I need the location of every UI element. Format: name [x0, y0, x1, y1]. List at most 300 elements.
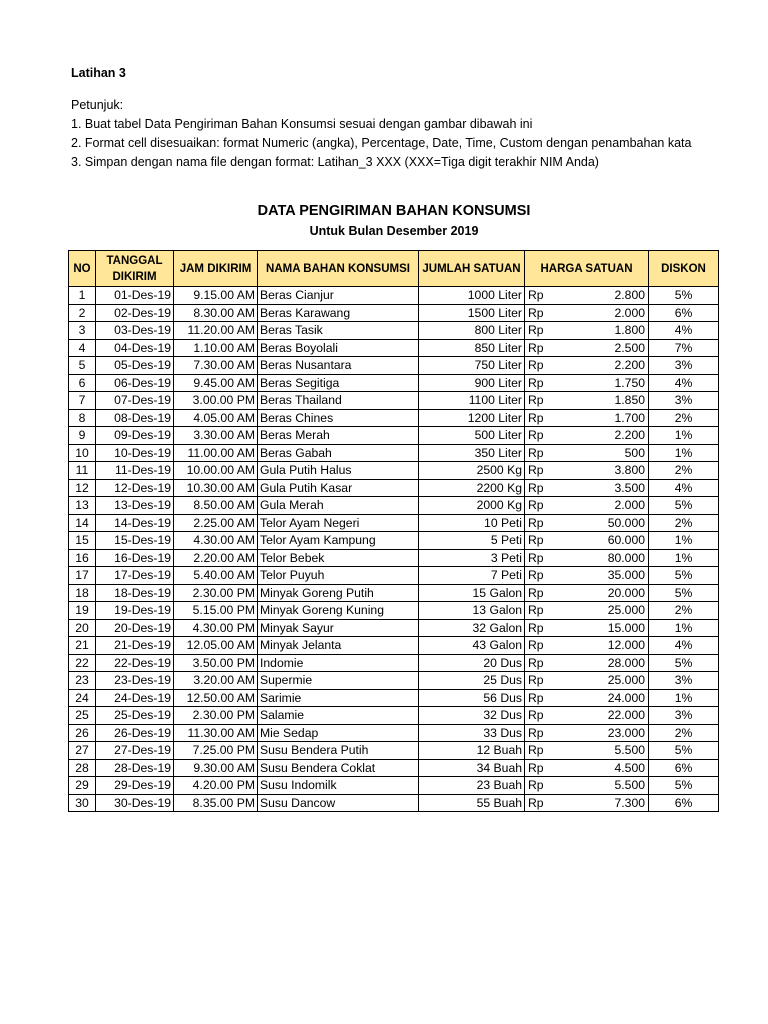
cell-jam: 11.20.00 AM [174, 322, 258, 340]
cell-diskon: 5% [649, 742, 719, 760]
currency-label: Rp [528, 725, 544, 740]
cell-harga [525, 392, 649, 410]
cell-nama: Minyak Goreng Kuning [258, 602, 419, 620]
currency-label: Rp [528, 585, 544, 600]
cell-jumlah: 500 Liter [419, 427, 525, 445]
cell-diskon: 5% [649, 567, 719, 585]
table-row [69, 479, 719, 497]
cell-no: 2 [69, 304, 96, 322]
cell-harga [525, 759, 649, 777]
cell-harga [525, 742, 649, 760]
cell-jam: 4.30.00 PM [174, 619, 258, 637]
cell-jumlah: 32 Galon [419, 619, 525, 637]
currency-label: Rp [528, 795, 544, 810]
cell-jam: 1.10.00 AM [174, 339, 258, 357]
cell-diskon: 2% [649, 462, 719, 480]
cell-tanggal: 10-Des-19 [96, 444, 174, 462]
cell-jumlah: 15 Galon [419, 584, 525, 602]
cell-nama: Telor Puyuh [258, 567, 419, 585]
price-value: 5.500 [614, 778, 645, 793]
table-row [69, 549, 719, 567]
table-row [69, 637, 719, 655]
cell-no: 18 [69, 584, 96, 602]
currency-label: Rp [528, 358, 544, 373]
cell-jam: 4.05.00 AM [174, 409, 258, 427]
cell-diskon: 1% [649, 444, 719, 462]
cell-diskon: 5% [649, 584, 719, 602]
cell-jam: 10.00.00 AM [174, 462, 258, 480]
header-jumlah: JUMLAH SATUAN [419, 251, 525, 287]
cell-jam: 12.50.00 AM [174, 689, 258, 707]
cell-harga [525, 672, 649, 690]
currency-label: Rp [528, 638, 544, 653]
header-jam: JAM DIKIRIM [174, 251, 258, 287]
cell-jumlah: 750 Liter [419, 357, 525, 375]
cell-no: 17 [69, 567, 96, 585]
cell-harga [525, 374, 649, 392]
price-value: 2.800 [614, 288, 645, 303]
header-diskon: DISKON [649, 251, 719, 287]
cell-jam: 11.30.00 AM [174, 724, 258, 742]
cell-diskon: 2% [649, 514, 719, 532]
table-row [69, 462, 719, 480]
cell-jam: 4.30.00 AM [174, 532, 258, 550]
currency-label: Rp [528, 603, 544, 618]
cell-tanggal: 13-Des-19 [96, 497, 174, 515]
cell-tanggal: 17-Des-19 [96, 567, 174, 585]
table-row [69, 724, 719, 742]
table-row [69, 357, 719, 375]
cell-nama: Beras Segitiga [258, 374, 419, 392]
price-value: 35.000 [607, 568, 645, 583]
cell-no: 5 [69, 357, 96, 375]
cell-no: 24 [69, 689, 96, 707]
price-value: 500 [624, 445, 645, 460]
cell-diskon: 3% [649, 392, 719, 410]
header-harga: HARGA SATUAN [525, 251, 649, 287]
cell-no: 7 [69, 392, 96, 410]
price-value: 24.000 [607, 690, 645, 705]
price-value: 20.000 [607, 585, 645, 600]
cell-jumlah: 13 Galon [419, 602, 525, 620]
currency-label: Rp [528, 690, 544, 705]
price-value: 22.000 [607, 708, 645, 723]
cell-no: 29 [69, 777, 96, 795]
table-row [69, 374, 719, 392]
table-row [69, 532, 719, 550]
cell-tanggal: 01-Des-19 [96, 287, 174, 305]
cell-harga [525, 322, 649, 340]
table-row [69, 339, 719, 357]
price-value: 3.800 [614, 463, 645, 478]
currency-label: Rp [528, 340, 544, 355]
cell-nama: Indomie [258, 654, 419, 672]
cell-harga [525, 689, 649, 707]
cell-jam: 2.20.00 AM [174, 549, 258, 567]
cell-jumlah: 1500 Liter [419, 304, 525, 322]
header-nama: NAMA BAHAN KONSUMSI [258, 251, 419, 287]
cell-diskon: 2% [649, 724, 719, 742]
currency-label: Rp [528, 288, 544, 303]
cell-no: 21 [69, 637, 96, 655]
table-row [69, 602, 719, 620]
cell-diskon: 3% [649, 707, 719, 725]
cell-jam: 5.40.00 AM [174, 567, 258, 585]
cell-nama: Susu Bendera Coklat [258, 759, 419, 777]
cell-jumlah: 25 Dus [419, 672, 525, 690]
cell-diskon: 1% [649, 532, 719, 550]
currency-label: Rp [528, 463, 544, 478]
cell-harga [525, 409, 649, 427]
table-row [69, 742, 719, 760]
cell-harga [525, 619, 649, 637]
table-row [69, 497, 719, 515]
cell-harga [525, 497, 649, 515]
cell-jam: 4.20.00 PM [174, 777, 258, 795]
currency-label: Rp [528, 760, 544, 775]
cell-no: 3 [69, 322, 96, 340]
cell-tanggal: 08-Des-19 [96, 409, 174, 427]
cell-jumlah: 34 Buah [419, 759, 525, 777]
cell-jam: 2.30.00 PM [174, 707, 258, 725]
cell-nama: Telor Ayam Negeri [258, 514, 419, 532]
currency-label: Rp [528, 515, 544, 530]
cell-diskon: 2% [649, 409, 719, 427]
cell-tanggal: 09-Des-19 [96, 427, 174, 445]
currency-label: Rp [528, 743, 544, 758]
currency-label: Rp [528, 393, 544, 408]
price-value: 1.750 [614, 375, 645, 390]
price-value: 1.800 [614, 323, 645, 338]
price-value: 60.000 [607, 533, 645, 548]
table-row [69, 759, 719, 777]
price-value: 15.000 [607, 620, 645, 635]
cell-diskon: 5% [649, 654, 719, 672]
cell-tanggal: 18-Des-19 [96, 584, 174, 602]
cell-nama: Telor Bebek [258, 549, 419, 567]
cell-nama: Sarimie [258, 689, 419, 707]
cell-nama: Susu Indomilk [258, 777, 419, 795]
cell-tanggal: 24-Des-19 [96, 689, 174, 707]
cell-no: 19 [69, 602, 96, 620]
cell-tanggal: 15-Des-19 [96, 532, 174, 550]
price-value: 1.700 [614, 410, 645, 425]
currency-label: Rp [528, 305, 544, 320]
cell-jam: 7.25.00 PM [174, 742, 258, 760]
cell-nama: Beras Merah [258, 427, 419, 445]
cell-no: 20 [69, 619, 96, 637]
cell-jumlah: 1200 Liter [419, 409, 525, 427]
cell-jumlah: 20 Dus [419, 654, 525, 672]
table-row [69, 584, 719, 602]
cell-no: 8 [69, 409, 96, 427]
cell-diskon: 4% [649, 374, 719, 392]
cell-diskon: 3% [649, 672, 719, 690]
cell-jumlah: 350 Liter [419, 444, 525, 462]
cell-nama: Minyak Goreng Putih [258, 584, 419, 602]
cell-tanggal: 30-Des-19 [96, 794, 174, 812]
cell-tanggal: 03-Des-19 [96, 322, 174, 340]
price-value: 2.500 [614, 340, 645, 355]
cell-tanggal: 26-Des-19 [96, 724, 174, 742]
cell-diskon: 3% [649, 357, 719, 375]
table-row [69, 409, 719, 427]
cell-no: 10 [69, 444, 96, 462]
currency-label: Rp [528, 533, 544, 548]
cell-no: 16 [69, 549, 96, 567]
cell-nama: Gula Putih Kasar [258, 479, 419, 497]
cell-tanggal: 20-Des-19 [96, 619, 174, 637]
price-value: 2.000 [614, 498, 645, 513]
cell-nama: Supermie [258, 672, 419, 690]
price-value: 3.500 [614, 480, 645, 495]
price-value: 1.850 [614, 393, 645, 408]
cell-harga [525, 462, 649, 480]
cell-jumlah: 1000 Liter [419, 287, 525, 305]
cell-jumlah: 56 Dus [419, 689, 525, 707]
cell-jam: 3.00.00 PM [174, 392, 258, 410]
cell-jumlah: 2200 Kg [419, 479, 525, 497]
cell-nama: Susu Dancow [258, 794, 419, 812]
table-row [69, 322, 719, 340]
currency-label: Rp [528, 375, 544, 390]
currency-label: Rp [528, 498, 544, 513]
cell-diskon: 4% [649, 322, 719, 340]
price-value: 25.000 [607, 603, 645, 618]
cell-jumlah: 10 Peti [419, 514, 525, 532]
cell-jam: 5.15.00 PM [174, 602, 258, 620]
cell-tanggal: 28-Des-19 [96, 759, 174, 777]
table-subtitle: Untuk Bulan Desember 2019 [309, 224, 479, 238]
cell-nama: Salamie [258, 707, 419, 725]
cell-diskon: 4% [649, 637, 719, 655]
cell-harga [525, 549, 649, 567]
currency-label: Rp [528, 550, 544, 565]
table-row [69, 444, 719, 462]
cell-jumlah: 2500 Kg [419, 462, 525, 480]
cell-diskon: 6% [649, 759, 719, 777]
currency-label: Rp [528, 323, 544, 338]
price-value: 25.000 [607, 673, 645, 688]
price-value: 4.500 [614, 760, 645, 775]
table-header-row [69, 251, 719, 287]
cell-diskon: 1% [649, 689, 719, 707]
table-row [69, 567, 719, 585]
price-value: 2.200 [614, 358, 645, 373]
cell-harga [525, 654, 649, 672]
instructions-block [71, 96, 751, 172]
cell-no: 9 [69, 427, 96, 445]
cell-diskon: 4% [649, 479, 719, 497]
cell-diskon: 5% [649, 777, 719, 795]
cell-jumlah: 850 Liter [419, 339, 525, 357]
cell-jam: 3.30.00 AM [174, 427, 258, 445]
cell-jumlah: 2000 Kg [419, 497, 525, 515]
cell-no: 6 [69, 374, 96, 392]
instruction-line: 2. Format cell disesuaikan: format Numeric (angka), Percentage, Date, Time, Custom dengan penambahan kata [71, 136, 692, 150]
cell-diskon: 5% [649, 497, 719, 515]
cell-harga [525, 707, 649, 725]
table-row [69, 392, 719, 410]
cell-tanggal: 12-Des-19 [96, 479, 174, 497]
cell-jumlah: 33 Dus [419, 724, 525, 742]
cell-tanggal: 21-Des-19 [96, 637, 174, 655]
cell-jam: 3.20.00 AM [174, 672, 258, 690]
cell-nama: Minyak Sayur [258, 619, 419, 637]
currency-label: Rp [528, 708, 544, 723]
cell-nama: Gula Putih Halus [258, 462, 419, 480]
cell-no: 4 [69, 339, 96, 357]
cell-jam: 2.25.00 AM [174, 514, 258, 532]
exercise-heading: Latihan 3 [71, 66, 126, 80]
cell-jumlah: 23 Buah [419, 777, 525, 795]
cell-tanggal: 04-Des-19 [96, 339, 174, 357]
cell-tanggal: 14-Des-19 [96, 514, 174, 532]
cell-jumlah: 43 Galon [419, 637, 525, 655]
cell-harga [525, 427, 649, 445]
price-value: 28.000 [607, 655, 645, 670]
cell-harga [525, 637, 649, 655]
cell-harga [525, 777, 649, 795]
cell-no: 28 [69, 759, 96, 777]
cell-harga [525, 479, 649, 497]
table-body [69, 287, 719, 812]
table-row [69, 672, 719, 690]
cell-harga [525, 444, 649, 462]
cell-jam: 8.50.00 AM [174, 497, 258, 515]
cell-nama: Beras Chines [258, 409, 419, 427]
cell-harga [525, 724, 649, 742]
cell-nama: Beras Gabah [258, 444, 419, 462]
cell-harga [525, 794, 649, 812]
cell-harga [525, 339, 649, 357]
cell-jam: 9.30.00 AM [174, 759, 258, 777]
currency-label: Rp [528, 778, 544, 793]
instructions-label: Petunjuk: [71, 98, 124, 112]
currency-label: Rp [528, 410, 544, 425]
cell-tanggal: 25-Des-19 [96, 707, 174, 725]
cell-tanggal: 27-Des-19 [96, 742, 174, 760]
cell-jam: 2.30.00 PM [174, 584, 258, 602]
cell-jam: 7.30.00 AM [174, 357, 258, 375]
cell-tanggal: 11-Des-19 [96, 462, 174, 480]
price-value: 50.000 [607, 515, 645, 530]
price-value: 80.000 [607, 550, 645, 565]
cell-harga [525, 602, 649, 620]
cell-jam: 3.50.00 PM [174, 654, 258, 672]
table-row [69, 619, 719, 637]
cell-tanggal: 06-Des-19 [96, 374, 174, 392]
currency-label: Rp [528, 428, 544, 443]
table-row [69, 427, 719, 445]
table-row [69, 287, 719, 305]
cell-diskon: 6% [649, 304, 719, 322]
cell-jam: 11.00.00 AM [174, 444, 258, 462]
cell-jumlah: 5 Peti [419, 532, 525, 550]
cell-tanggal: 02-Des-19 [96, 304, 174, 322]
cell-jumlah: 3 Peti [419, 549, 525, 567]
currency-label: Rp [528, 445, 544, 460]
cell-no: 22 [69, 654, 96, 672]
currency-label: Rp [528, 673, 544, 688]
cell-jam: 10.30.00 AM [174, 479, 258, 497]
cell-jam: 9.15.00 AM [174, 287, 258, 305]
price-value: 2.200 [614, 428, 645, 443]
cell-diskon: 2% [649, 602, 719, 620]
price-value: 2.000 [614, 305, 645, 320]
cell-diskon: 5% [649, 287, 719, 305]
price-value: 5.500 [614, 743, 645, 758]
cell-nama: Minyak Jelanta [258, 637, 419, 655]
cell-nama: Telor Ayam Kampung [258, 532, 419, 550]
table-row [69, 304, 719, 322]
cell-jumlah: 55 Buah [419, 794, 525, 812]
price-value: 23.000 [607, 725, 645, 740]
instruction-line: 3. Simpan dengan nama file dengan format: Latihan_3 XXX (XXX=Tiga digit terakhir NIM Anda) [71, 155, 599, 169]
cell-diskon: 1% [649, 549, 719, 567]
cell-no: 26 [69, 724, 96, 742]
cell-no: 12 [69, 479, 96, 497]
cell-no: 25 [69, 707, 96, 725]
cell-diskon: 1% [649, 427, 719, 445]
cell-no: 13 [69, 497, 96, 515]
cell-jam: 8.30.00 AM [174, 304, 258, 322]
cell-jam: 8.35.00 PM [174, 794, 258, 812]
cell-harga [525, 287, 649, 305]
cell-jam: 9.45.00 AM [174, 374, 258, 392]
header-no: NO [69, 251, 96, 287]
cell-tanggal: 05-Des-19 [96, 357, 174, 375]
currency-label: Rp [528, 655, 544, 670]
cell-no: 30 [69, 794, 96, 812]
cell-tanggal: 07-Des-19 [96, 392, 174, 410]
table-row [69, 707, 719, 725]
table-row [69, 654, 719, 672]
header-tanggal: TANGGAL DIKIRIM [96, 251, 174, 287]
cell-harga [525, 304, 649, 322]
cell-tanggal: 22-Des-19 [96, 654, 174, 672]
cell-jam: 12.05.00 AM [174, 637, 258, 655]
shipment-table [68, 250, 719, 812]
table-row [69, 514, 719, 532]
cell-diskon: 1% [649, 619, 719, 637]
cell-jumlah: 800 Liter [419, 322, 525, 340]
cell-jumlah: 7 Peti [419, 567, 525, 585]
cell-nama: Beras Nusantara [258, 357, 419, 375]
cell-harga [525, 357, 649, 375]
cell-no: 1 [69, 287, 96, 305]
cell-tanggal: 19-Des-19 [96, 602, 174, 620]
cell-jumlah: 12 Buah [419, 742, 525, 760]
cell-no: 15 [69, 532, 96, 550]
cell-diskon: 7% [649, 339, 719, 357]
cell-nama: Beras Cianjur [258, 287, 419, 305]
cell-tanggal: 29-Des-19 [96, 777, 174, 795]
cell-nama: Beras Boyolali [258, 339, 419, 357]
currency-label: Rp [528, 480, 544, 495]
cell-nama: Susu Bendera Putih [258, 742, 419, 760]
cell-harga [525, 532, 649, 550]
cell-tanggal: 23-Des-19 [96, 672, 174, 690]
price-value: 12.000 [607, 638, 645, 653]
currency-label: Rp [528, 568, 544, 583]
price-value: 7.300 [614, 795, 645, 810]
cell-nama: Beras Thailand [258, 392, 419, 410]
cell-jumlah: 32 Dus [419, 707, 525, 725]
cell-no: 14 [69, 514, 96, 532]
instruction-line: 1. Buat tabel Data Pengiriman Bahan Konsumsi sesuai dengan gambar dibawah ini [71, 117, 533, 131]
cell-diskon: 6% [649, 794, 719, 812]
